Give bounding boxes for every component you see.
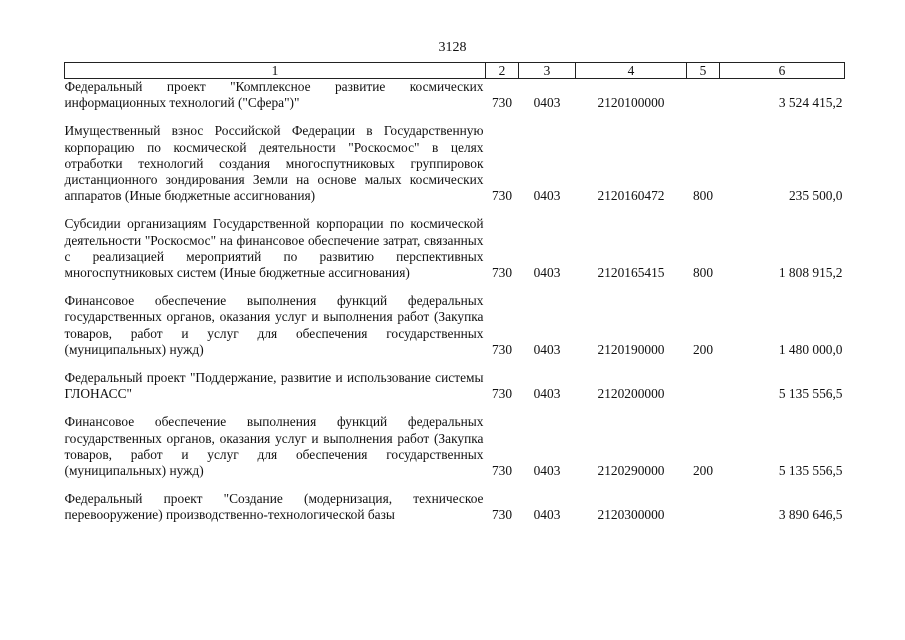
- row-expense-type: 800: [692, 265, 714, 281]
- row-name: Финансовое обеспечение выполнения функций федеральных государственных органов, оказания услуг и выполнения работ (Закупка товаров, работ и услуг для обеспечения государственных (муниципальных) нужд): [64, 293, 484, 357]
- table-row: [65, 79, 845, 112]
- row-ministry-code: 730: [491, 386, 513, 402]
- row-expense-type: [687, 370, 720, 402]
- row-name: Федеральный проект "Комплексное развитие космических информационных технологий ("Сфера")": [64, 79, 484, 111]
- column-number-header-row: [65, 63, 845, 79]
- row-ministry-code: 730: [491, 463, 513, 479]
- row-target-code: 2120300000: [597, 507, 665, 523]
- column-header-1: 1: [65, 63, 486, 79]
- row-ministry-code: 730: [491, 265, 513, 281]
- row-spacer: [65, 281, 845, 293]
- row-section-code: 0403: [533, 507, 561, 523]
- column-header-5: 5: [687, 63, 720, 79]
- row-expense-type: 800: [692, 188, 714, 204]
- row-amount: 235 500,0: [788, 188, 843, 204]
- budget-table: [64, 62, 845, 524]
- table-row: [65, 293, 845, 358]
- row-section-code: 0403: [533, 386, 561, 402]
- row-name: Федеральный проект "Создание (модернизация, техническое перевооружение) производственно-технологической базы: [64, 491, 484, 523]
- row-target-code: 2120290000: [597, 463, 665, 479]
- row-section-code: 0403: [533, 265, 561, 281]
- row-amount: 5 135 556,5: [778, 463, 843, 479]
- row-spacer: [65, 402, 845, 414]
- row-amount: 5 135 556,5: [778, 386, 843, 402]
- row-expense-type: 200: [692, 341, 714, 357]
- row-ministry-code: 730: [491, 507, 513, 523]
- table-row: [65, 123, 845, 204]
- row-name: Субсидии организациям Государственной корпорации по космической деятельности "Роскосмос" на финансовое обеспечение затрат, связанных с реализацией мероприятий по развитию перспективных многоспутниковых систем (Иные бюджетные ассигнования): [64, 216, 484, 281]
- column-header-3: 3: [519, 63, 576, 79]
- row-section-code: 0403: [533, 95, 561, 111]
- column-header-6: 6: [720, 63, 845, 79]
- row-target-code: 2120190000: [597, 341, 665, 357]
- row-section-code: 0403: [533, 188, 561, 204]
- table-row: [65, 414, 845, 479]
- row-amount: 3 524 415,2: [778, 95, 843, 111]
- column-header-2: 2: [486, 63, 519, 79]
- row-spacer: [65, 479, 845, 491]
- row-name: Федеральный проект "Поддержание, развитие и использование системы ГЛОНАСС": [64, 370, 484, 402]
- row-amount: 3 890 646,5: [778, 507, 843, 523]
- table-row: [65, 370, 845, 402]
- row-expense-type: [687, 491, 720, 523]
- row-ministry-code: 730: [491, 95, 513, 111]
- row-section-code: 0403: [533, 341, 561, 357]
- row-spacer: [65, 358, 845, 370]
- table-row: [65, 491, 845, 523]
- row-target-code: 2120160472: [597, 188, 665, 204]
- row-section-code: 0403: [533, 463, 561, 479]
- row-spacer: [65, 204, 845, 216]
- row-expense-type: 200: [692, 463, 714, 479]
- page-number: 3128: [438, 40, 467, 55]
- row-target-code: 2120100000: [597, 95, 665, 111]
- row-expense-type: [687, 79, 720, 112]
- row-ministry-code: 730: [491, 341, 513, 357]
- column-header-4: 4: [576, 63, 687, 79]
- row-amount: 1 808 915,2: [778, 265, 843, 281]
- row-target-code: 2120200000: [597, 386, 665, 402]
- row-name: Финансовое обеспечение выполнения функций федеральных государственных органов, оказания услуг и выполнения работ (Закупка товаров, работ и услуг для обеспечения государственных (муниципальных) нужд): [64, 414, 484, 479]
- row-name: Имущественный взнос Российской Федерации в Государственную корпорацию по космической деятельности "Роскосмос" в целях отработки технологий создания многоспутниковых группировок дистанционного зондирования Земли на основе малых космических аппаратов (Иные бюджетные ассигнования): [64, 123, 484, 204]
- row-spacer: [65, 111, 845, 123]
- row-amount: 1 480 000,0: [778, 341, 843, 357]
- table-row: [65, 216, 845, 281]
- row-ministry-code: 730: [491, 188, 513, 204]
- row-target-code: 2120165415: [597, 265, 665, 281]
